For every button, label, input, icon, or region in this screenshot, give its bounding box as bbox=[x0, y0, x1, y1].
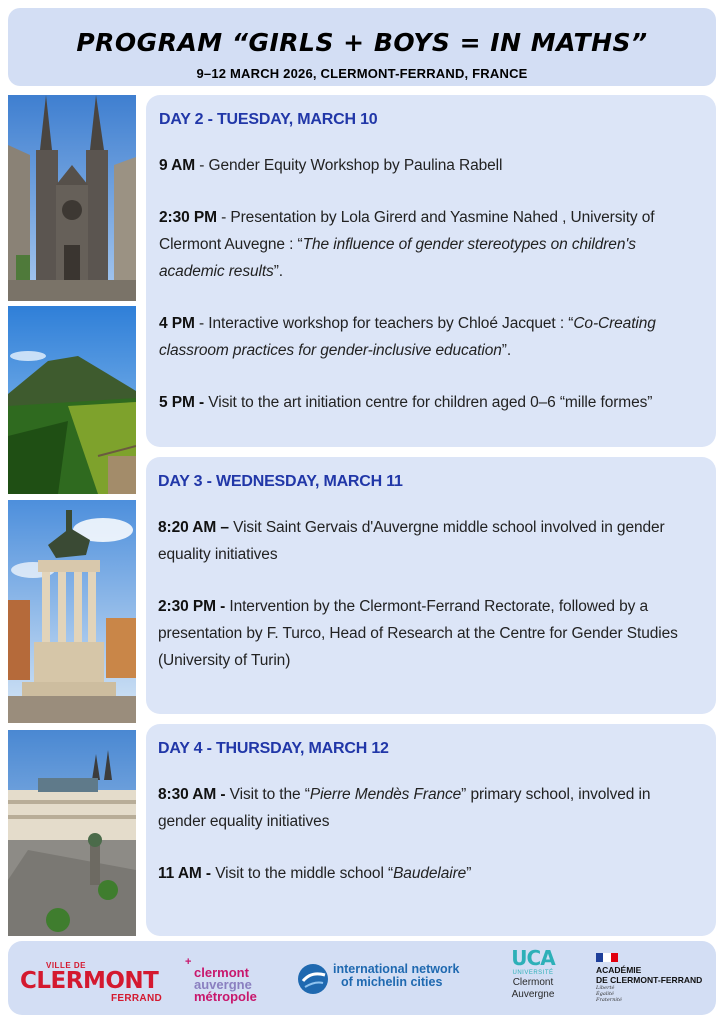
event-tail: ”. bbox=[501, 342, 512, 359]
event-text: Visit Saint Gervais d'Auvergne middle school involved in gender equality initiatives bbox=[158, 519, 665, 563]
clermont-metropole-logo bbox=[185, 957, 265, 1003]
event-item bbox=[158, 593, 702, 674]
day-3-card bbox=[146, 457, 716, 714]
clermont-ferrand-logo bbox=[20, 961, 162, 1004]
event-tail: ” primary school, involved in gender equality initiatives bbox=[158, 786, 651, 830]
event-time: 4 PM bbox=[159, 315, 195, 332]
clermont-logo-small: VILLE DE bbox=[46, 961, 87, 970]
program-header bbox=[8, 8, 716, 86]
event-tail: ” bbox=[466, 865, 472, 882]
event-item bbox=[159, 310, 702, 364]
academie-line1: ACADÉMIE bbox=[596, 965, 642, 975]
event-quote: Pierre Mendès France bbox=[309, 786, 462, 803]
metropole-line1: clermont bbox=[194, 965, 249, 980]
event-quote: The influence of gender stereotypes on children's academic results bbox=[159, 236, 636, 280]
cathedral-photo bbox=[8, 95, 136, 301]
vercingetorix-statue-photo bbox=[8, 500, 136, 723]
clermont-logo-big: CLERMONT bbox=[20, 968, 159, 994]
metropole-plus: + bbox=[185, 956, 192, 968]
french-flag-icon bbox=[596, 953, 618, 962]
event-separator: - bbox=[194, 315, 209, 332]
day-title: DAY 4 - THURSDAY, MARCH 12 bbox=[158, 740, 389, 757]
academie-line2: DE CLERMONT-FERRAND bbox=[596, 975, 703, 985]
program-title: PROGRAM “GIRLS + BOYS = IN MATHS” bbox=[76, 28, 648, 57]
event-quote: Baudelaire bbox=[393, 865, 467, 882]
event-time: 2:30 PM bbox=[159, 209, 217, 226]
uca-line3: Auvergne bbox=[511, 989, 555, 1000]
event-time: 8:20 AM – bbox=[158, 519, 229, 536]
globe-icon bbox=[297, 963, 329, 995]
event-item bbox=[158, 781, 702, 835]
event-time: 11 AM - bbox=[158, 865, 211, 882]
jaude-square-photo bbox=[8, 730, 136, 936]
partner-logos-footer bbox=[8, 941, 716, 1015]
michelin-cities-logo bbox=[333, 963, 473, 989]
event-text: Gender Equity Workshop by Paulina Rabell bbox=[208, 157, 503, 174]
clermont-logo-sub: FERRAND bbox=[111, 993, 162, 1004]
metropole-line3: métropole bbox=[194, 989, 257, 1004]
event-separator: - bbox=[195, 157, 209, 174]
inm-line2: of michelin cities bbox=[341, 975, 443, 989]
day-2-card bbox=[146, 95, 716, 447]
event-tail: ”. bbox=[273, 263, 283, 280]
event-separator: - bbox=[216, 209, 231, 226]
event-text: Visit to the “ bbox=[229, 786, 310, 803]
program-dates: 9–12 MARCH 2026, CLERMONT-FERRAND, FRANCE bbox=[196, 66, 528, 81]
event-time: 8:30 AM - bbox=[158, 786, 226, 803]
event-time: 5 PM - bbox=[159, 394, 205, 411]
event-item bbox=[158, 514, 702, 568]
event-item bbox=[159, 152, 702, 179]
volcano-photo bbox=[8, 306, 136, 494]
day-4-card bbox=[146, 724, 716, 936]
event-item bbox=[158, 860, 702, 887]
day-title: DAY 3 - WEDNESDAY, MARCH 11 bbox=[158, 473, 403, 490]
event-text: Visit to the middle school “ bbox=[215, 865, 394, 882]
academie-motto2: Égalité bbox=[596, 991, 614, 997]
academie-motto1: Liberté bbox=[596, 985, 615, 991]
uca-university-logo bbox=[500, 947, 566, 1001]
event-text: Interactive workshop for teachers by Chloé Jacquet : “ bbox=[208, 315, 574, 332]
event-time: 2:30 PM - bbox=[158, 598, 226, 615]
uca-acronym: UCA bbox=[511, 946, 555, 970]
event-item bbox=[159, 389, 702, 416]
event-quote: Co-Creating classroom practices for gender-inclusive education bbox=[159, 315, 656, 359]
event-item bbox=[159, 204, 702, 285]
event-time: 9 AM bbox=[159, 157, 196, 174]
inm-line1: international network bbox=[333, 962, 460, 976]
event-text: Intervention by the Clermont-Ferrand Rectorate, followed by a presentation by F. Turco, Head of Research at the Centre for Gender Studies (University of Turin) bbox=[158, 598, 678, 669]
academie-motto3: Fraternité bbox=[596, 997, 622, 1003]
event-text: Visit to the art initiation centre for children aged 0–6 “mille formes” bbox=[208, 394, 653, 411]
day-title: DAY 2 - TUESDAY, MARCH 10 bbox=[159, 111, 378, 128]
uca-line1: UNIVERSITÉ bbox=[512, 970, 554, 976]
uca-line2: Clermont bbox=[512, 977, 554, 988]
metropole-line2: auvergne bbox=[194, 977, 252, 992]
academie-logo bbox=[596, 953, 711, 1003]
event-text: Presentation by Lola Girerd and Yasmine Nahed , University of Clermont Auvegne : “ bbox=[159, 209, 655, 253]
